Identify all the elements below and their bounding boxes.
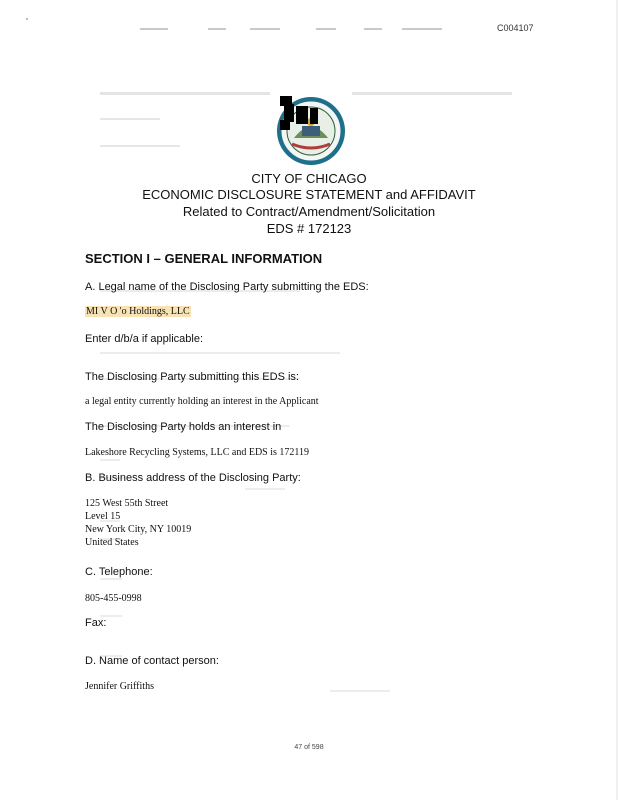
telephone-value: 805-455-0998 [85,593,142,604]
holds-interest-label: The Disclosing Party holds an interest in [85,421,282,433]
document-id: C004107 [497,23,534,33]
title-related: Related to Contract/Amendment/Solicitation [182,204,436,219]
city-seal-icon [276,96,346,166]
address-line: 125 West 55th Street [85,498,169,509]
business-address-label: B. Business address of the Disclosing Party: [85,472,301,484]
bleed-through-header [140,28,460,34]
title-city: CITY OF CHICAGO [251,171,367,186]
dba-label: Enter d/b/a if applicable: [85,333,204,345]
legal-name-text: MI V O 'o Holdings, LLC [86,306,190,317]
contact-label: D. Name of contact person: [85,655,219,667]
title-eds-number: EDS # 172123 [266,221,352,236]
scan-mark [26,18,28,20]
fax-label: Fax: [85,617,107,629]
submitting-label: The Disclosing Party submitting this EDS is: [85,371,299,383]
business-address-block [85,497,191,549]
submitting-value: a legal entity currently holding an interest in the Applicant [85,396,319,407]
legal-name-value [85,306,191,317]
legal-name-label: A. Legal name of the Disclosing Party submitting the EDS: [85,281,369,293]
address-line: New York City, NY 10019 [85,524,192,535]
address-line: United States [85,537,139,548]
page-number: 47 of 598 [294,744,324,751]
contact-value: Jennifer Griffiths [85,681,154,692]
telephone-label: C. Telephone: [85,566,153,578]
title-statement: ECONOMIC DISCLOSURE STATEMENT and AFFIDAVIT [142,187,476,202]
section-heading: SECTION I – GENERAL INFORMATION [85,251,323,266]
address-line: Level 15 [85,511,121,522]
holds-interest-value: Lakeshore Recycling Systems, LLC and EDS is 172119 [85,447,310,458]
